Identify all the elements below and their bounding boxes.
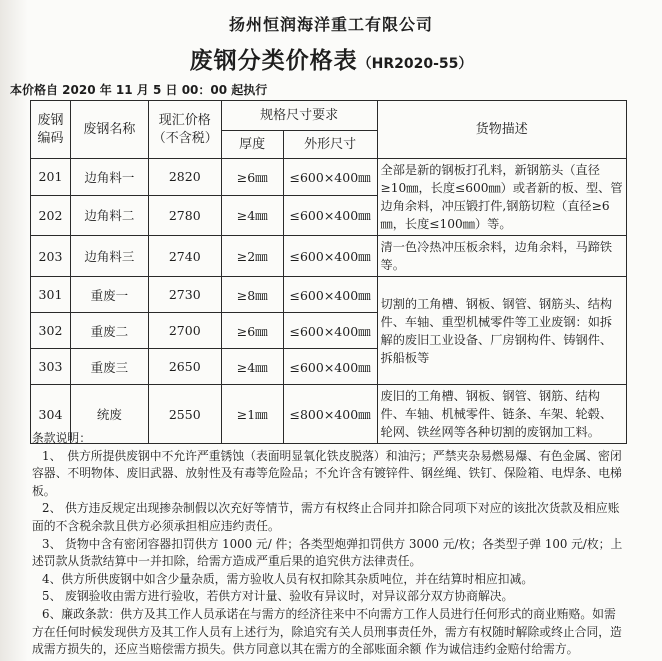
price-table — [30, 100, 627, 444]
row-size: ≤600×400㎜ — [283, 349, 377, 385]
row-description: 废旧的工角槽、钢板、钢管、钢筋、结构件、车轴、机械零件、链条、车架、轮毂、轮网、铁丝网等各种切割的废钢加工料。 — [377, 385, 626, 444]
row-thickness: ≥6㎜ — [221, 313, 283, 349]
terms-item: 2、 供方违反规定出现掺杂制假以次充好等情节，需方有权终止合同并扣除合同项下对应的该批次货款及相应账面的不含税余款且供方必须承担相应违约责任。 — [32, 501, 620, 533]
row-size: ≤600×400㎜ — [283, 236, 377, 277]
header-spec: 规格尺寸要求 — [221, 101, 377, 131]
company-name: 扬州恒润海洋重工有限公司 — [228, 15, 433, 34]
header-row — [31, 101, 627, 131]
row-name: 边角料三 — [70, 236, 148, 277]
terms-heading: 条款说明： — [32, 431, 91, 445]
row-price: 2740 — [148, 236, 221, 277]
terms-item: 4、供方所供废钢中如含少量杂质，需方验收人员有权扣除其杂质吨位，并在结算时相应扣减。 — [42, 571, 534, 586]
header-thickness: 厚度 — [221, 131, 283, 159]
row-thickness: ≥2㎜ — [221, 236, 283, 277]
terms-item: 5、 废钢验收由需方进行验收，若供方对计量、验收有异议时，对异议部分双方协商解决。 — [42, 589, 514, 604]
row-description: 全部是新的钢板打孔料，新钢筋头（直径≥10㎜，长度≤600㎜）或者新的板、型、管边角余料，冲压锻打件,钢筋切粒（直径≥6㎜，长度≤100㎜）等。 — [377, 159, 626, 236]
terms-item: 1、 供方所提供废钢中不允许严重锈蚀（表面明显氧化铁皮脱落）和油污；严禁夹杂易燃易爆、有色金属、密闭容器、不明物体、废旧武器、放射性及有毒等危险品；不允许含有镀锌件、钢丝绳、铁钉、保险箱、电焊条、电梯板。 — [32, 448, 622, 498]
row-code: 202 — [31, 195, 71, 235]
row-code: 203 — [31, 236, 71, 277]
paper-shadow — [0, 0, 28, 661]
row-size: ≤600×400㎜ — [283, 277, 377, 313]
row-code: 304 — [31, 385, 71, 444]
row-thickness: ≥8㎜ — [221, 277, 283, 313]
table-row — [31, 236, 627, 277]
row-size: ≤600×400㎜ — [283, 159, 377, 196]
row-name: 边角料二 — [70, 195, 148, 235]
row-code: 302 — [31, 313, 71, 349]
document-title — [0, 42, 662, 75]
header-code: 废钢编码 — [31, 101, 71, 159]
table-row — [31, 159, 627, 196]
effective-date: 本价格自 2020 年 11 月 5 日 00：00 起执行 — [10, 83, 268, 97]
row-name: 重废一 — [70, 277, 148, 313]
row-thickness: ≥4㎜ — [221, 349, 283, 385]
row-name: 重废二 — [70, 313, 148, 349]
row-description: 清一色冷热冲压板余料，边角余料，马蹄铁等。 — [377, 236, 626, 277]
terms-item: 6、廉政条款：供方及其工作人员承诺在与需方的经济往来中不向需方工作人员进行任何形式的商业贿赂。如需方在任何时候发现供方及其工作人员有上述行为，除追究有关人员刑事责任外，需方有权随时解除或终止合同，造成需方损失的，还应当赔偿需方损失。供方同意以其在需方的全部账面余额 作为诚信违约金赔付给需方。 — [32, 606, 622, 657]
row-code: 303 — [31, 349, 71, 385]
row-code: 201 — [31, 159, 71, 196]
header-description: 货物描述 — [377, 101, 626, 159]
row-price: 2780 — [148, 195, 221, 235]
row-description: 切割的工角槽、钢板、钢管、钢筋头、结构件、车轴、重型机械零件等工业废钢：如拆解的废旧工业设备、厂房钢构件、铸钢件、拆船板等 — [377, 277, 626, 385]
row-price: 2730 — [148, 277, 221, 313]
table-row — [31, 277, 627, 313]
row-name: 重废三 — [70, 349, 148, 385]
terms-section — [32, 430, 627, 659]
row-size: ≤600×400㎜ — [283, 313, 377, 349]
row-thickness: ≥1㎜ — [221, 385, 283, 444]
row-name: 边角料一 — [70, 159, 148, 196]
terms-item: 3、 货物中含有密闭容器扣罚供方 1000 元/ 件；各类型炮弹扣罚供方 3000 元/枚；各类型子弹 100 元/枚；上述罚款从货款结算中一并扣除，给需方造成严重后果的追究供方法律责任。 — [32, 536, 623, 569]
title-text: 废钢分类价格表 — [189, 47, 358, 74]
header-size: 外形尺寸 — [283, 131, 377, 159]
row-price: 2820 — [148, 159, 221, 196]
row-size: ≤600×400㎜ — [283, 195, 377, 235]
header-name: 废钢名称 — [70, 101, 148, 159]
row-size: ≤800×400㎜ — [283, 385, 377, 444]
row-price: 2650 — [148, 349, 221, 385]
row-name: 统废 — [70, 385, 148, 444]
row-thickness: ≥4㎜ — [221, 195, 283, 235]
header-price: 现汇价格（不含税） — [148, 101, 221, 159]
row-thickness: ≥6㎜ — [221, 159, 283, 196]
row-code: 301 — [31, 277, 71, 313]
title-code: （HR2020-55） — [357, 56, 473, 72]
row-price: 2550 — [148, 385, 221, 444]
row-price: 2700 — [148, 313, 221, 349]
